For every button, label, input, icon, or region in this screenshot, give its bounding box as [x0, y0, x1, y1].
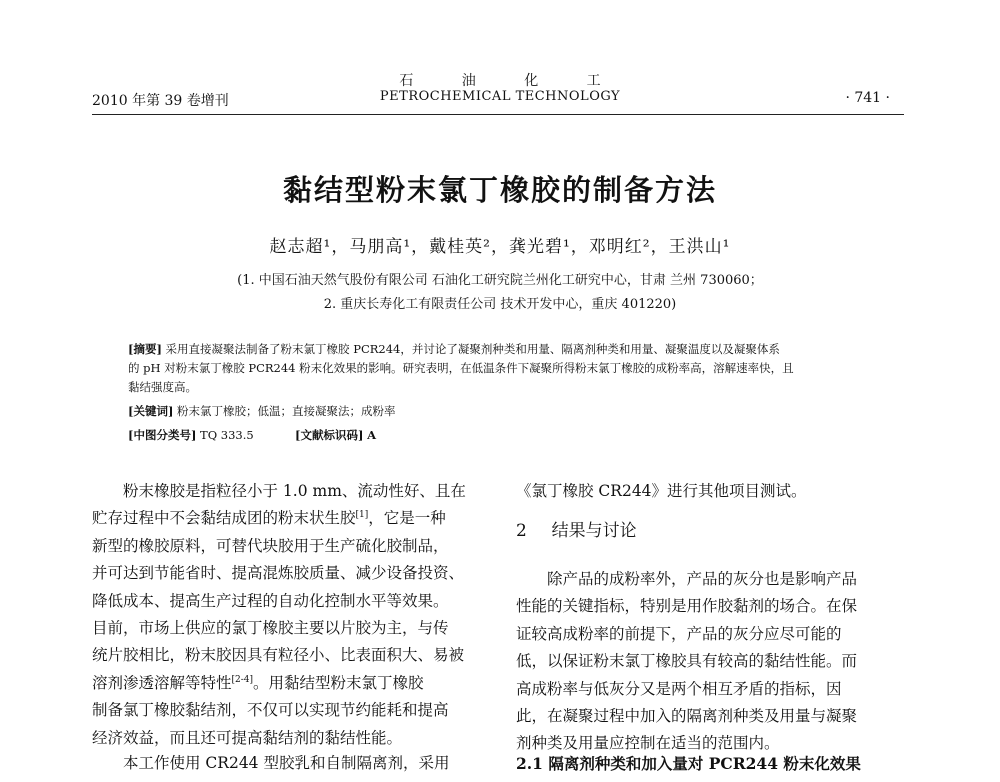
paragraph-line: 证较高成粉率的前提下，产品的灰分应尽可能的 [516, 624, 842, 643]
paragraph-line-cut: 本工作使用 CR244 型胶乳和自制隔离剂，采用 [123, 754, 450, 772]
paragraph-line: 降低成本、提高生产过程的自动化控制水平等效果。 [92, 591, 449, 610]
keywords-line [128, 402, 396, 421]
abstract-line: 黏结强度高。 [128, 380, 197, 394]
affiliation-2: 2. 重庆长寿化工有限责任公司 技术开发中心，重庆 401220) [323, 297, 677, 312]
paragraph-line: 目前，市场上供应的氯丁橡胶主要以片胶为主，与传 [92, 619, 449, 637]
citation: [1] [355, 510, 369, 521]
section-heading [516, 518, 914, 545]
paragraph-line: 剂种类及用量应控制在适当的范围内。 [516, 734, 780, 753]
abstract-line [128, 340, 780, 359]
section-title: 结果与讨论 [551, 521, 637, 541]
paragraph-line: 制备氯丁橡胶黏结剂，不仅可以实现节约能耗和提高 [92, 701, 449, 720]
paper-title: 黏结型粉末氯丁橡胶的制备方法 [282, 173, 717, 207]
paragraph-line: 除产品的成粉率外，产品的灰分也是影响产品 [547, 570, 858, 588]
paragraph-line: 贮存过程中不会黏结成团的粉末状生胶[1]，它是一种 [92, 509, 446, 528]
paragraph-line: 统片胶相比，粉末胶因具有粒径小、比表面积大、易被 [92, 646, 465, 665]
paragraph-line: 粉末橡胶是指粒径小于 1.0 mm、流动性好、且在 [123, 482, 466, 500]
paragraph-line: 新型的橡胶原料，可替代块胶用于生产硫化胶制品， [92, 536, 449, 555]
doc-code-label: [文献标识码] [295, 428, 364, 442]
paragraph-line: 溶剂渗透溶解等特性[2-4]。用黏结型粉末氯丁橡胶 [92, 673, 424, 692]
header-rule [92, 114, 904, 115]
keywords-text: 粉末氯丁橡胶；低温；直接凝聚法；成粉率 [177, 404, 396, 418]
abstract-text: 采用直接凝聚法制备了粉末氯丁橡胶 PCR244，并讨论了凝聚剂种类和用量、隔离剂种类和用量、凝聚温度以及凝聚体系 [165, 342, 780, 356]
running-header-journal-en: PETROCHEMICAL TECHNOLOGY [379, 89, 621, 104]
paragraph-line: 并可达到节能省时、提高混炼胶质量、减少设备投资、 [92, 564, 465, 583]
section-number: 2 [516, 521, 527, 541]
running-header-volume: 2010 年第 39 卷增刊 [92, 93, 229, 109]
clc-label: [中图分类号] [128, 428, 197, 442]
running-header-journal-cn: 石 油 化 工 [399, 73, 623, 89]
subsection-heading-cut: 2.1 隔离剂种类和加入量对 PCR244 粉末化效果 [516, 754, 861, 773]
abstract-line: 的 pH 对粉末氯丁橡胶 PCR244 粉末化效果的影响。研究表明，在低温条件下凝聚所得粉末氯丁橡胶的成粉率高，溶解速率快，且 [128, 361, 794, 375]
classification-line [128, 426, 376, 445]
paragraph-line: 此，在凝聚过程中加入的隔离剂种类及用量与凝聚 [516, 707, 858, 725]
affiliation-1: (1. 中国石油天然气股份有限公司 石油化工研究院兰州化工研究中心，甘肃 兰州 730060； [237, 273, 763, 288]
abstract-label: [摘要] [128, 342, 162, 356]
page-number: · 741 · [845, 90, 890, 106]
keywords-label: [关键词] [128, 404, 174, 418]
paragraph-line: 高成粉率与低灰分又是两个相互矛盾的指标，因 [516, 679, 842, 698]
paragraph-line: 性能的关键指标，特别是用作胶黏剂的场合。在保 [516, 597, 858, 616]
clc-code: TQ 333.5 [200, 428, 254, 442]
author-list: 赵志超¹，马朋高¹，戴桂英²，龚光碧¹，邓明红²，王洪山¹ [269, 237, 731, 257]
paragraph-line: 低，以保证粉末氯丁橡胶具有较高的黏结性能。而 [516, 652, 858, 671]
paragraph-line: 经济效益，而且还可提高黏结剂的黏结性能。 [92, 728, 403, 747]
paragraph-line: 《氯丁橡胶 CR244》进行其他项目测试。 [516, 482, 807, 500]
citation: [2-4] [231, 674, 254, 685]
doc-code: A [367, 428, 377, 442]
